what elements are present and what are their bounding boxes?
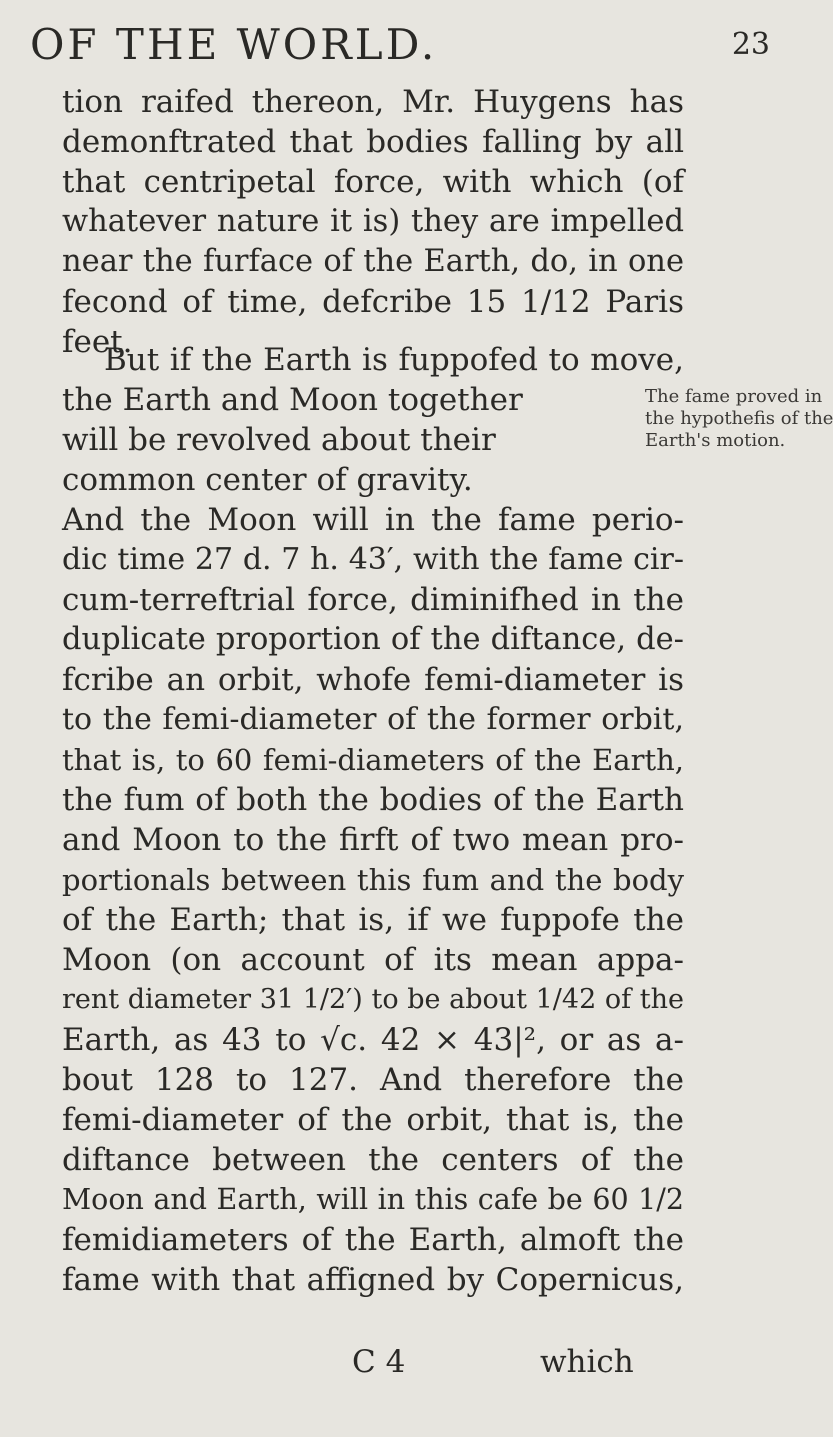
text-line: whatever nature it is) they are impelled xyxy=(62,204,684,239)
text-line: bout 128 to 127. And therefore the xyxy=(62,1062,684,1098)
text-line: dic time 27 d. 7 h. 43′, with the fame cir- xyxy=(62,542,684,577)
page-number: 23 xyxy=(731,27,770,62)
page-header xyxy=(30,10,770,80)
text-line: demonftrated that bodies falling by all xyxy=(62,124,684,160)
text-line: fcribe an orbit, whofe femi-diameter is xyxy=(62,662,684,698)
text-line: Moon and Earth, will in this cafe be 60 1/2 xyxy=(62,1183,684,1216)
text-line: But if the Earth is fuppofed to move, xyxy=(104,342,684,378)
text-line: fame with that affigned by Copernicus, xyxy=(62,1262,684,1298)
text-line: feet. xyxy=(62,324,133,360)
text-line: femi-diameter of the orbit, that is, the xyxy=(62,1102,684,1138)
text-line: common center of gravity. xyxy=(62,462,473,498)
marginal-note-line: the hypothefis of the xyxy=(645,408,833,429)
text-line: rent diameter 31 1/2′) to be about 1/42 of the xyxy=(62,984,684,1015)
text-line: to the femi-diameter of the former orbit, xyxy=(62,702,684,737)
text-line: that is, to 60 femi-diameters of the Earth, xyxy=(62,743,684,777)
text-line: near the furface of the Earth, do, in one xyxy=(62,244,684,279)
text-line: and Moon to the firft of two mean pro- xyxy=(62,822,684,858)
text-line: diftance between the centers of the xyxy=(62,1142,684,1178)
text-line: Moon (on account of its mean appa- xyxy=(62,942,684,978)
text-line: that centripetal force, with which (of xyxy=(62,164,684,200)
text-line: portionals between this fum and the body xyxy=(62,863,684,897)
text-line: Earth, as 43 to √c. 42 × 43|², or as a- xyxy=(62,1022,684,1058)
text-line: of the Earth; that is, if we fuppofe the xyxy=(62,902,684,938)
running-head: OF THE WORLD. xyxy=(30,20,438,69)
text-line: tion raifed thereon, Mr. Huygens has xyxy=(62,84,684,120)
marginal-note xyxy=(645,386,833,452)
text-line: And the Moon will in the fame perio- xyxy=(62,502,684,538)
marginal-note-line: Earth's motion. xyxy=(645,430,786,451)
marginal-note-line: The fame proved in xyxy=(645,386,823,407)
text-line: will be revolved about their xyxy=(62,422,496,458)
text-line: cum-terreftrial force, diminifhed in the xyxy=(62,582,684,618)
text-line: the fum of both the bodies of the Earth xyxy=(62,782,684,818)
catchword: which xyxy=(540,1344,634,1380)
text-line: fecond of time, defcribe 15 1/12 Paris xyxy=(62,284,684,320)
text-line: the Earth and Moon together xyxy=(62,382,523,418)
text-line: duplicate proportion of the diftance, de- xyxy=(62,622,684,657)
text-line: femidiameters of the Earth, almoft the xyxy=(62,1222,684,1258)
signature-mark: C 4 xyxy=(352,1344,406,1380)
